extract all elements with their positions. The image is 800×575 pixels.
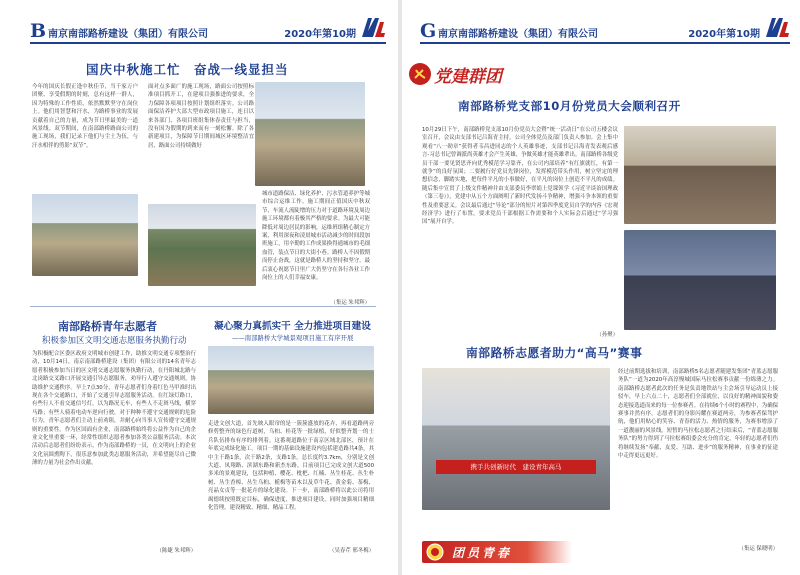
- section-name: 团员青春: [452, 546, 513, 560]
- guardrail-photo: [255, 82, 365, 186]
- article-title: 国庆中秋施工忙 奋战一线显担当: [86, 62, 289, 77]
- volunteer-group-photo: [422, 368, 610, 510]
- party-emblem-icon: [408, 62, 432, 86]
- article-body-col2: 面对点多面广的施工现场，路面公司按照标准项目抓开工，在建项目强推进的要求，全力保障各项项目按照计划组织落实。公司路面保洁养护大部大型市政项目施工，连日以来各部门、各项目班组集体春责任与担当，没有因为假期的到来而有一刻松懈。除了各新建项目，为保障节日期间城区环境整洁宜居，路面公司持续做好: [148, 84, 254, 149]
- article-signature: （集运 朱邦辉）: [330, 300, 370, 306]
- article-title: 南部路桥青年志愿者: [58, 320, 157, 333]
- photo-banner: 携手共创新时代 建设青年高马: [436, 460, 596, 474]
- article-signature: （孙聚）: [596, 332, 618, 338]
- party-meeting-photo: [624, 126, 776, 224]
- company-logo-icon: [764, 15, 790, 39]
- youth-banner: [422, 541, 572, 563]
- page-header: [30, 18, 386, 44]
- company-name: 南京南部路桥建设（集团）有限公司: [438, 29, 598, 40]
- issue-number: 2020年第10期: [688, 29, 760, 40]
- article-title: 凝心聚力真抓实干 全力推进项目建设: [214, 321, 371, 332]
- page-b: [0, 0, 398, 575]
- page-header: [420, 18, 790, 44]
- lecture-screen-photo: [624, 230, 776, 330]
- article-body: 经过前期选拔和培训，南部路桥5名志愿者随建发集团“青蓝志愿服务队”一道为2020年高淳慢城国际马拉松赛事贡献一份绵薄之力。南部路桥志愿者此次的任务是负责地铁站与主会场引导运动员上接驳车，早上六点二十，志愿者们全部就位，以良好的精神面貌和姿态迎接选道而来的每一位参赛者。在持续6个小时的赛程中，为确保赛事并然有序，志愿者们的身影闪耀在赛道两旁，为参赛者保驾护航，他们用贴心的笑容、青春的活力、热情的服务，为赛事增添了一道靓丽的风景线。短暂的马拉松志愿者之行结束后，“青蓝志愿服务队”的努力得到了马拉松赛组委会充分的肯定。年轻的志愿者们伤将继续发扬“奉献、友爱、互助、进步”的服务精神，在事业的征途中走得更远更好。: [618, 369, 778, 460]
- article-title: 南部路桥党支部10月份党员大会顺利召开: [458, 99, 681, 113]
- page-letter: G: [420, 20, 437, 42]
- article-subtitle: ——南部路桥大学城景观项目施工有序开展: [232, 334, 354, 342]
- youth-league-emblem-icon: [426, 543, 444, 561]
- section-name: 党建群团: [434, 67, 502, 87]
- article-signature: （陈婕 朱邦辉）: [156, 548, 196, 554]
- avenue-landscape-photo: [208, 346, 374, 414]
- article-body: 10月29日下午，南部路桥党支部10月份党员大会暨“统一活动日”在公司五楼会议室召开，会议由支部书记吕海青主持，公司全体党员及部门负责人参加。会上集中观看“八一勋章”获得者韦昌进同志的个人英雄事迹，支部书记吕海青发表观后感言-习总书记曾调派尚英雄才会产生英雄，争做英雄才能英雄辈出。南部路桥各级党员干部一要见贤思齐向优秀模范学习靠齐，在公司内部培养“有红旗就红，有第一就争”的良好氛围；二要履行好党员先锋岗位，发挥模范带头作用，树立坚定的理想信念，脚踏实地，把每件平凡的小事做好，在平凡的岗位上创造不平凡的成绩。随后集中宣贯了上级文件精神并由支部委员李翠娟上党课领学《习近平谈治国理政（第三卷）》，党建中从五个方面阐明了新时代发扬斗争精神，增强斗争本领的重要性及重要意义。会议最后通过“导论”部分的短片对第四季度党员自学的内容《宏观经济学》进行了布置，要求党员干部根据工作需要和个人实际会后通过“学习强国”展开自学。: [422, 127, 618, 226]
- party-building-banner: [408, 58, 568, 92]
- article-signature: （集运 保晓明）: [738, 546, 778, 552]
- article-subtitle: 积极参加区文明交通志愿服务执勤行动: [42, 336, 187, 346]
- article-body-col3: 城市道路保洁、绿化养护、污水管道养护等城市综合运维工作。施工期间正值国庆中秋双节，车流人流陡增的压力对于道路环境及周边施工环境都有着极其严格的要求。为最大可能降低对周边居民的影响，运维班组精心制定方案，利用深夜和凌晨城市活动减少的时间段加班施工，用辛勤的工作成果换得通城市的毛细血管，装点节日的大街小巷。路桥人不因假期而停止奋战，这就是路桥人的坚持和坚守。最后衷心祝愿节日里广大仍坚守在各行各业工作岗位上的人们幸福安康。: [262, 191, 370, 282]
- article-signature: （吴春芹 邢冬梅）: [329, 548, 374, 554]
- article-body: 为积极配合区委区政府文明城市创建工作，助推文明交通专项整治行动，10月14日，南京南部路桥建设（集团）有限公司的14名青年志愿者积极参加当日的区文明交通志愿服务执勤行动，在丹阳城北路与北岗路交叉路口开展交通引导志愿服务，劝导行人遵守交通规则，协助维护交通秩序。早上7点30分，青年志愿者们身着红色马甲准时出现在各个交通路口，开始了交通引导志愿服务活动。在红绿灯路口，有些行人不看交通信号灯，以为路况无车，有些人不走斑马线，横穿马路；有些人骑着电动车逆向行驶，对于种种不遵守交通规则的危险行为，青年志愿者们主动上前劝阻，并耐心向当事人宣传遵守交通规则的重要性。作为区国面有企业，南部路桥始终将公益作为自己的企业文化里重要一环，经常性组织志愿者参加各类公益服务活动。本次活动后志愿者们纷纷表示，作为南部路桥的一员，在文明向上的企业文化氛围熏陶下，很乐意参加此类志愿服务活动，并希望能尽自己微薄的力量为社会作出贡献。: [32, 351, 196, 467]
- road-maintenance-photo: [32, 194, 138, 276]
- issue-number: 2020年第10期: [284, 29, 356, 40]
- company-name: 南京南部路桥建设（集团）有限公司: [48, 29, 208, 40]
- article-body: 走进文创大道，首先映入眼帘的是一簇簇盛放的花卉，再看道路两旁修剪整齐的绿色行道树，乌桕、桂花等一批绿植，好似整齐划一的士兵队伍排布有序的排列着。这番观道路位于南京区域北部区，预计在年底完成绿化施工。项目一期的基础设施建设内包括建造路共4条，其中主干路1条，次干路2条，支路1条，总长度约3.7km，分别是文创大道、凤翔路、滨湖东路和新杰东路，目前项目已完成文创大道500多米的景观建设，包括种植、樱花、枇杷、红楠、丛生桂花、丛生朴树、丛生香樟、丛生乌桕、栀梅等苗木以及草牛花、黄金菊、茶梅、亮晶女贞等一批花卉的绿化建设。下一步，南部路桥将以此公司将用竭德续按照既定目标，确保进度，推进项目建设，同时加强项目精细化管理，建设精致、精细、精品工程。: [208, 421, 374, 512]
- page-g: [402, 0, 800, 575]
- divider: [30, 306, 376, 307]
- construction-site-photo: [148, 204, 256, 286]
- company-logo-icon: [360, 15, 386, 39]
- page-letter: B: [30, 20, 47, 42]
- article-body-col1: 今年的国庆长假正逢中秋佳节，当千家万户团聚、享受假期的时刻，总有这样一群人，因为特殊的工作性质，依然默默坚守在岗位上。他们用智慧和汗水，为路桥事业的发展贡献着自己的力量，成为节日里最美的一道风景线。双节期间，在南部路桥路面公司的施工现场，我们记录下他们与尘土为伍，与汗水相伴的剪影“双节”。: [32, 84, 138, 149]
- article-title: 南部路桥志愿者助力“高马”赛事: [466, 346, 643, 360]
